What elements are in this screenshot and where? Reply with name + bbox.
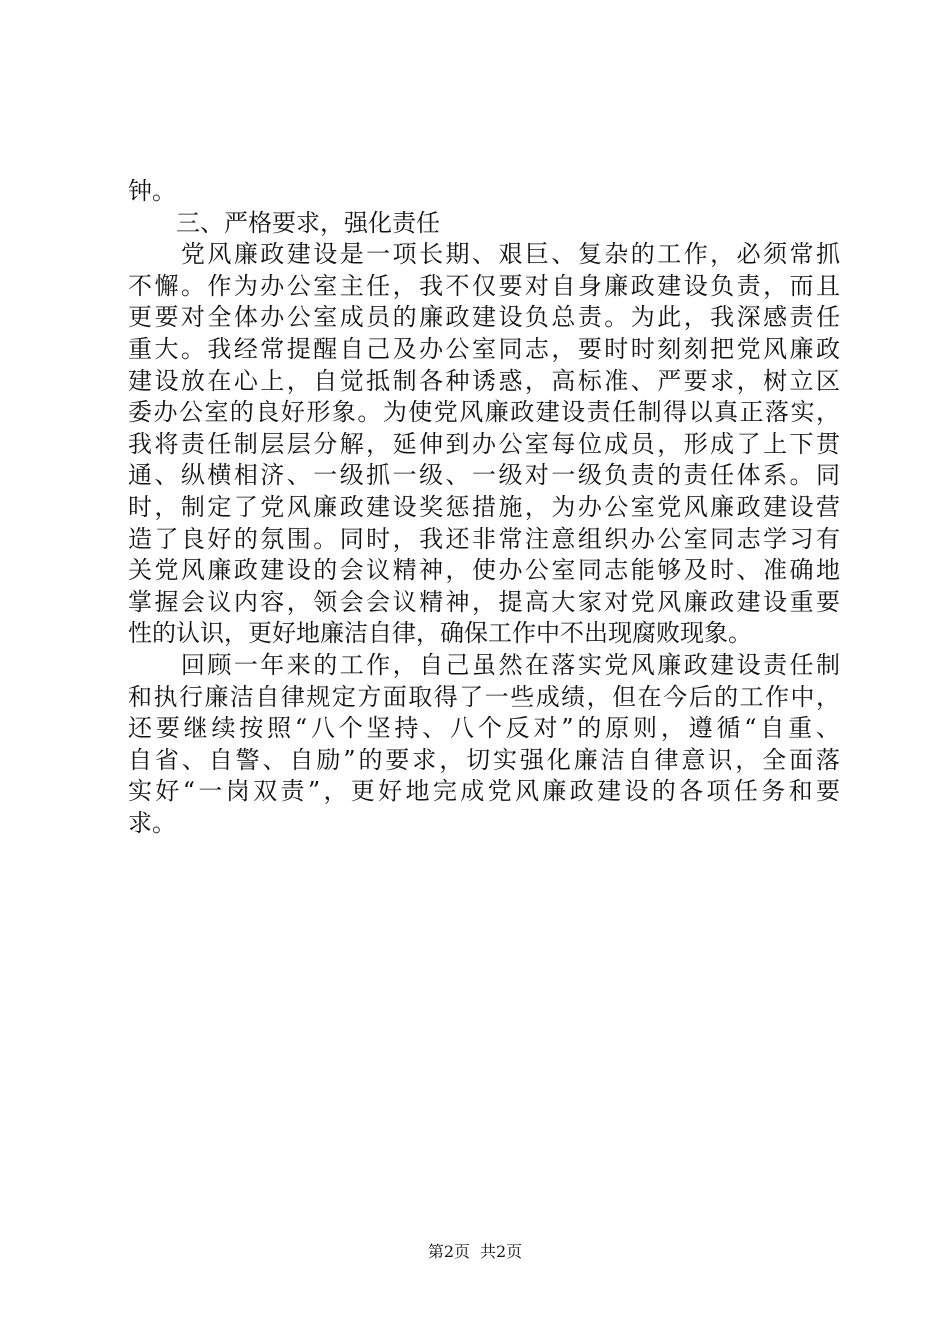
text-line: 钟。 <box>128 177 176 205</box>
document-body <box>128 176 840 839</box>
text-line: 通、纵横相济、一级抓一级、一级对一级负责的责任体系。同 <box>128 461 840 490</box>
text-line: 造了良好的氛围。同时，我还非常注意组织办公室同志学习有 <box>128 524 840 553</box>
text-line: 实好“一岗双责”，更好地完成党风廉政建设的各项任务和要 <box>128 777 840 806</box>
text-line: 更要对全体办公室成员的廉政建设负总责。为此，我深感责任 <box>128 303 840 332</box>
section-heading: 三、严格要求，强化责任 <box>128 208 440 237</box>
text-line: 回顾一年来的工作，自己虽然在落实党风廉政建设责任制 <box>128 650 840 679</box>
text-line: 性的认识，更好地廉洁自律，确保工作中不出现腐败现象。 <box>128 619 752 648</box>
page-total: 共2页 <box>480 1242 523 1261</box>
text-line: 不懈。作为办公室主任，我不仅要对自身廉政建设负责，而且 <box>128 271 840 300</box>
text-line: 时，制定了党风廉政建设奖惩措施，为办公室党风廉政建设营 <box>128 492 840 521</box>
text-line: 建设放在心上，自觉抵制各种诱惑，高标准、严要求，树立区 <box>128 366 840 395</box>
page-number: 第2页 <box>427 1242 470 1261</box>
text-line: 掌握会议内容，领会会议精神，提高大家对党风廉政建设重要 <box>128 587 840 616</box>
text-line: 我将责任制层层分解，延伸到办公室每位成员，形成了上下贯 <box>128 429 840 458</box>
text-line: 和执行廉洁自律规定方面取得了一些成绩，但在今后的工作中， <box>128 682 840 711</box>
text-line: 自省、自警、自励”的要求，切实强化廉洁自律意识，全面落 <box>128 745 840 774</box>
text-line: 求。 <box>128 808 176 837</box>
text-line: 还要继续按照“八个坚持、八个反对”的原则，遵循“自重、 <box>128 714 840 743</box>
text-line: 党风廉政建设是一项长期、艰巨、复杂的工作，必须常抓 <box>128 240 840 269</box>
text-line: 关党风廉政建设的会议精神，使办公室同志能够及时、准确地 <box>128 556 840 585</box>
text-line: 委办公室的良好形象。为使党风廉政建设责任制得以真正落实， <box>128 398 840 427</box>
page-footer <box>0 1242 950 1262</box>
text-line: 重大。我经常提醒自己及办公室同志，要时时刻刻把党风廉政 <box>128 334 840 363</box>
